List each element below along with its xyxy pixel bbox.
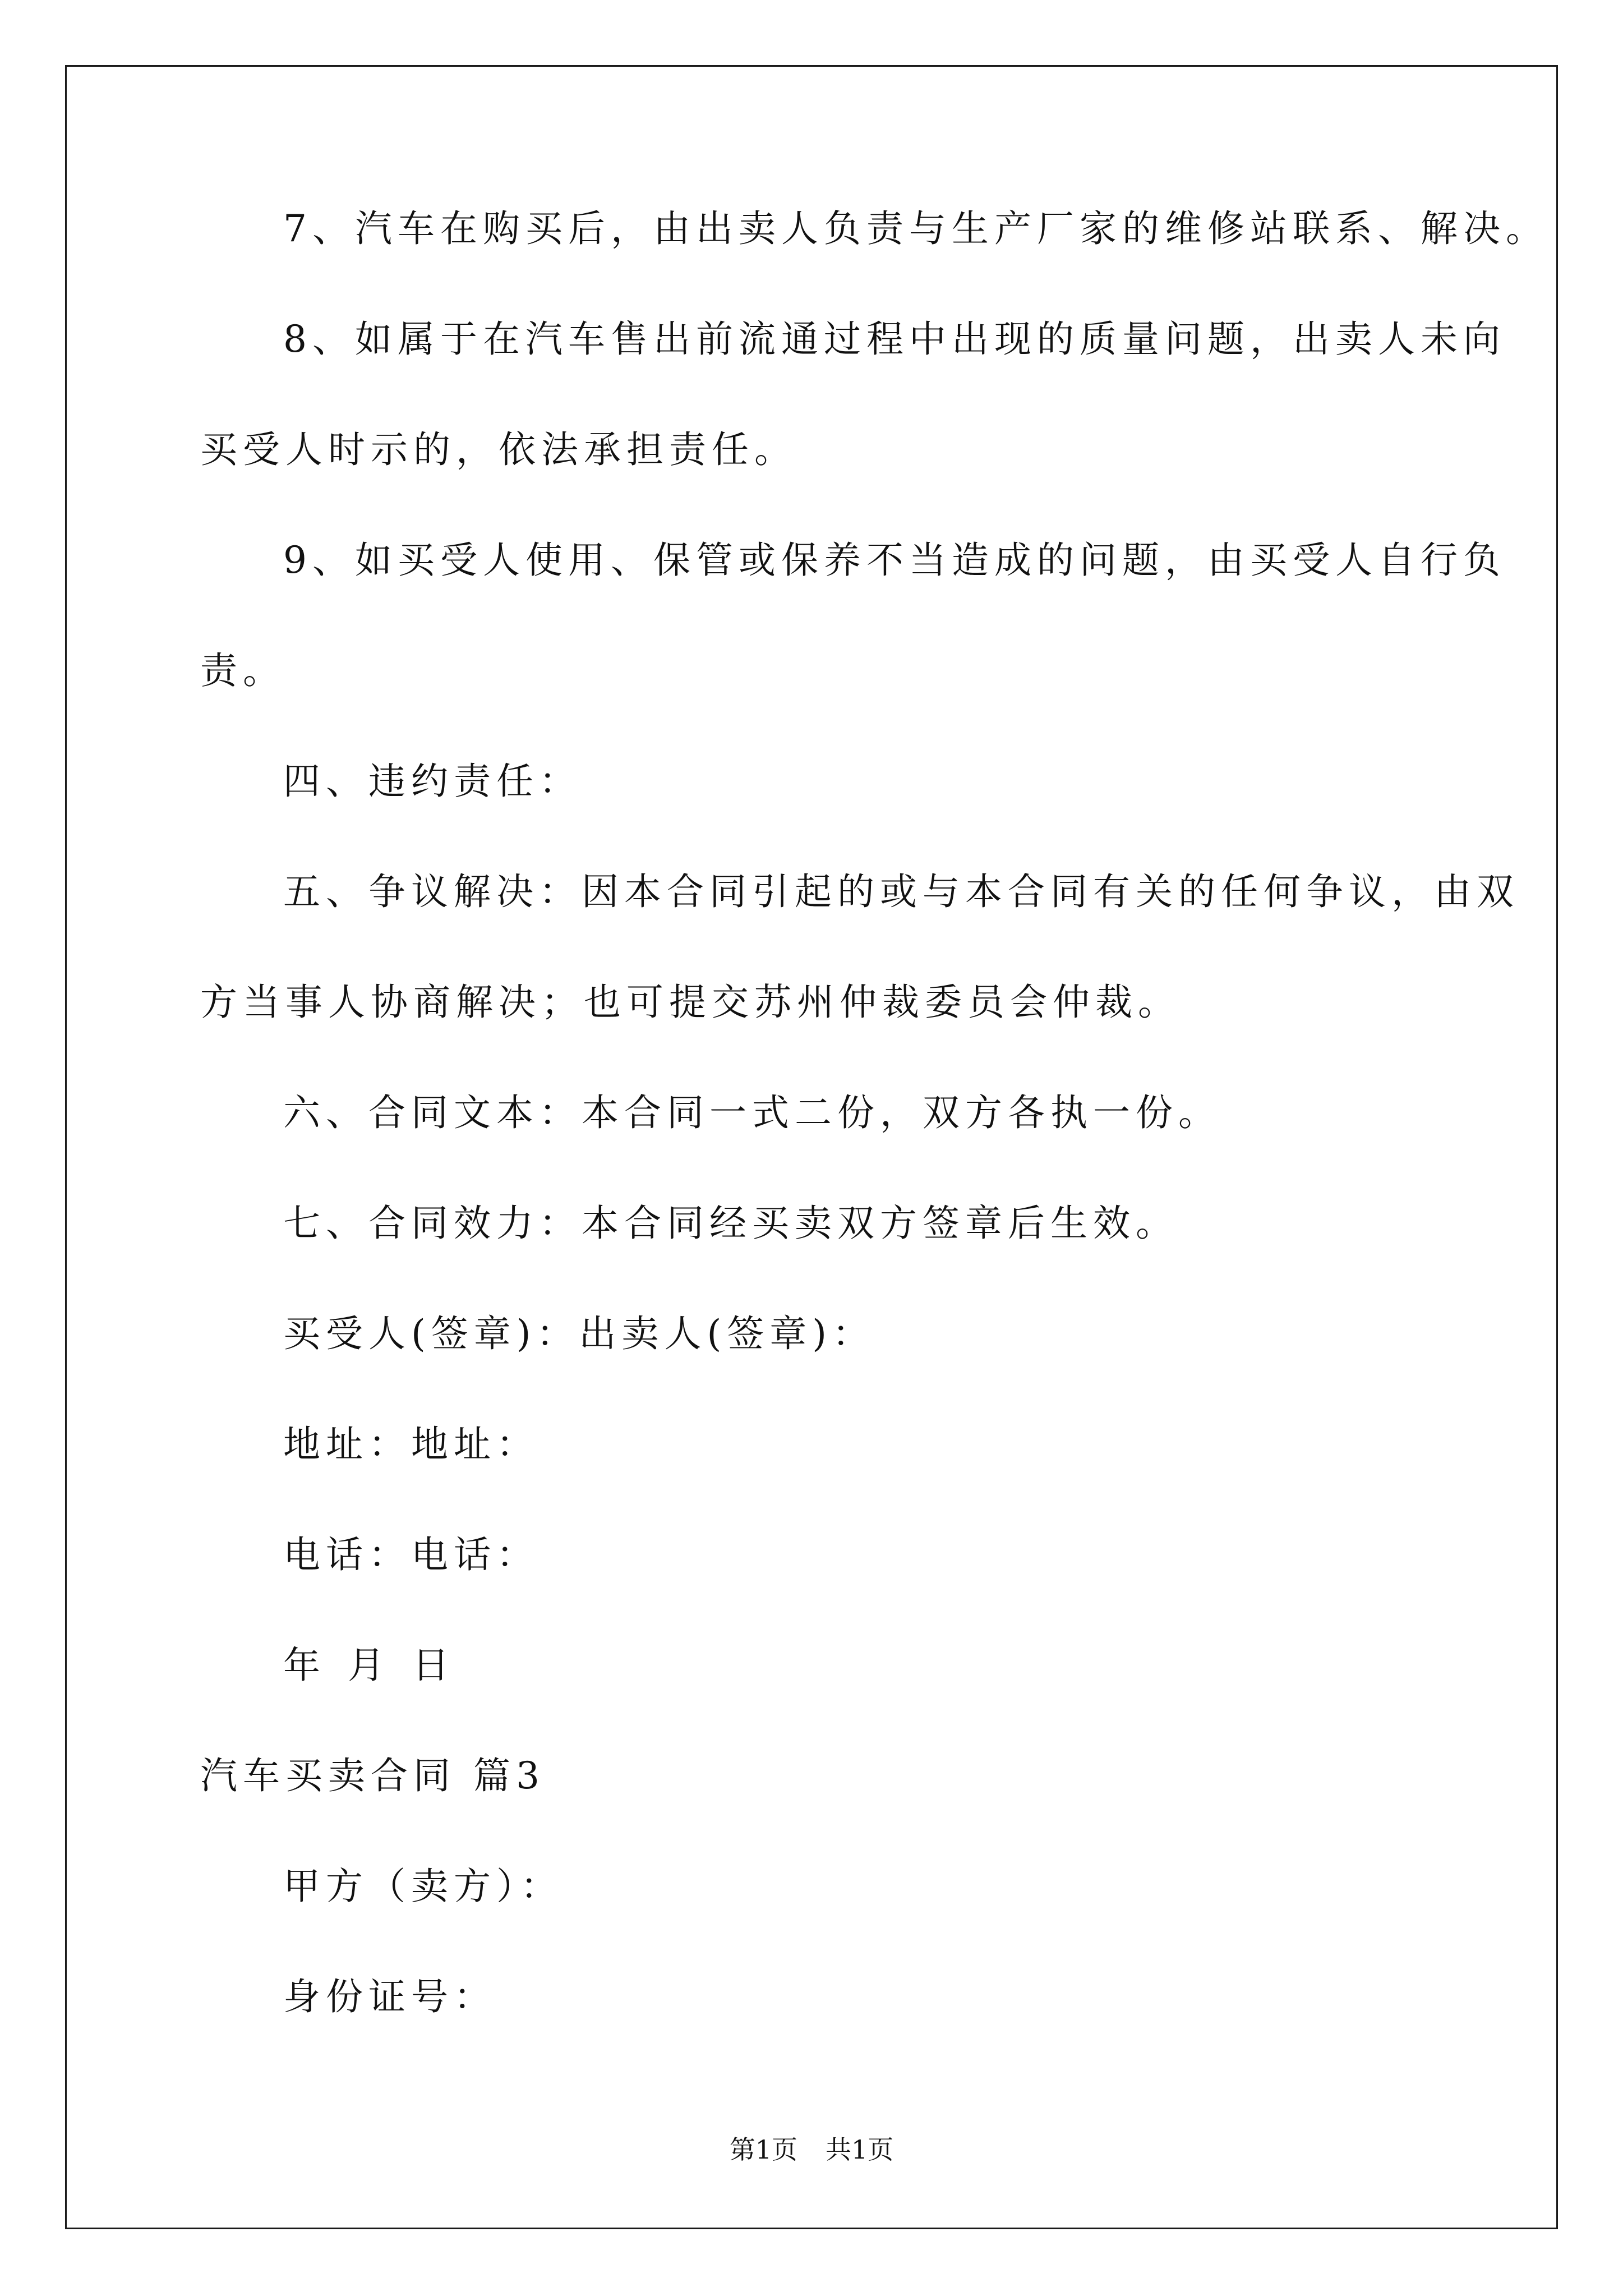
phone-line: 电话：电话： (283, 1533, 539, 1576)
contract-title: 汽车买卖合同 篇3 (200, 1754, 545, 1797)
page-footer (0, 2133, 1623, 2166)
section-5-line-2: 方当事人协商解决；也可提交苏州仲裁委员会仲裁。 (200, 981, 1181, 1024)
clause-9-line-1: 9、如买受人使用、保管或保养不当造成的问题，由买受人自行负 (283, 539, 1506, 582)
address-line: 地址：地址： (283, 1423, 539, 1466)
clause-7-line: 7、汽车在购买后，由出卖人负责与生产厂家的维修站联系、解决。 (283, 207, 1548, 250)
page-total: 共1页 (826, 2134, 894, 2165)
clause-8-line-2: 买受人时示的，依法承担责任。 (200, 428, 797, 471)
section-4-heading: 四、违约责任： (283, 760, 582, 803)
clause-8-line-1: 8、如属于在汽车售出前流通过程中出现的质量问题，出卖人未向 (283, 318, 1506, 361)
section-5-line-1: 五、争议解决：因本合同引起的或与本合同有关的任何争议，由双 (283, 870, 1519, 913)
party-a-line: 甲方（卖方）： (283, 1865, 563, 1908)
section-6-line: 六、合同文本：本合同一式二份，双方各执一份。 (283, 1091, 1221, 1134)
date-line: 年 月 日 (283, 1644, 457, 1687)
section-7-line: 七、合同效力：本合同经买卖双方签章后生效。 (283, 1202, 1178, 1245)
clause-9-line-2: 责。 (200, 649, 285, 692)
id-number-line: 身份证号： (283, 1975, 496, 2018)
signature-line: 买受人(签章)：出卖人(签章)： (283, 1312, 875, 1355)
page-number: 第1页 (729, 2134, 797, 2165)
